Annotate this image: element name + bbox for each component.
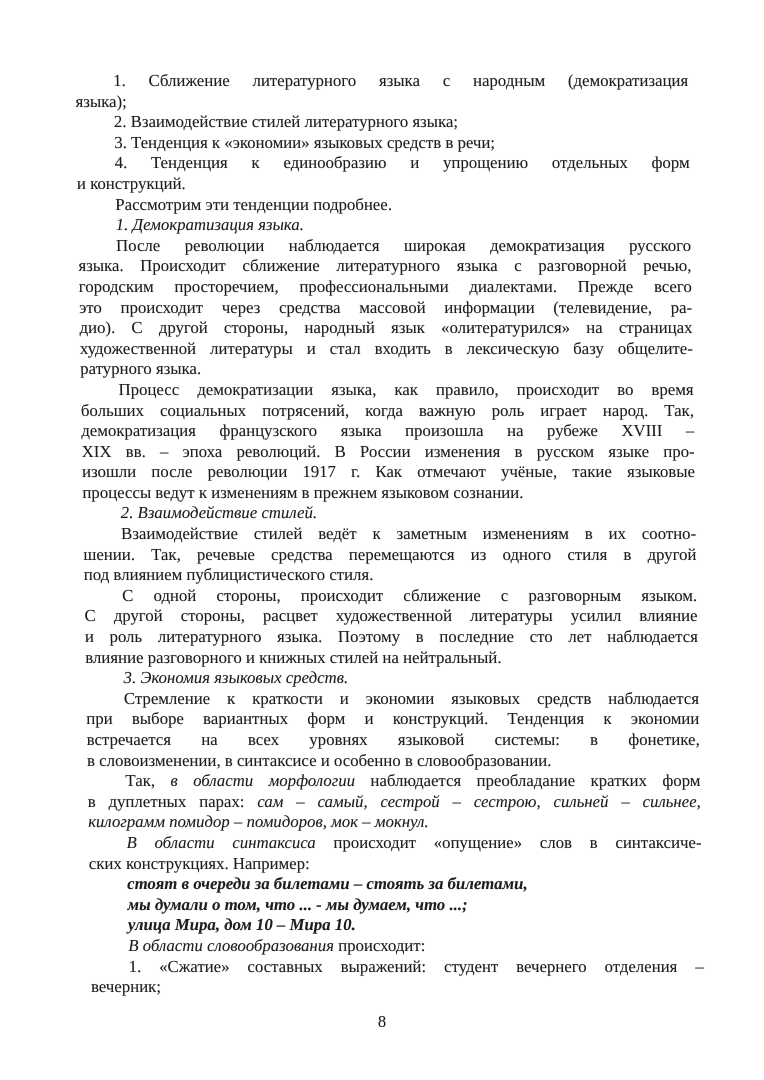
text-line	[82, 462, 695, 483]
text-run: 2. Взаимодействие стилей.	[120, 503, 318, 523]
text-line	[91, 977, 704, 998]
text-run: демократизация французского языка произошла на рубеже XVIII –	[81, 421, 695, 441]
text-run: художественной литературы и стал входить в лексическую базу общелите-	[79, 338, 694, 358]
text-line	[77, 195, 690, 216]
paragraph	[78, 215, 691, 236]
text-line	[78, 215, 691, 236]
text-run: Так,	[125, 771, 171, 791]
text-line	[89, 895, 702, 916]
text-line	[84, 606, 697, 627]
text-run: 1. Сближение литературного языка с народным (демократизация	[113, 71, 689, 90]
text-run: языка);	[75, 91, 127, 111]
text-run: происходит «опущение» слов в синтаксиче-	[315, 832, 702, 852]
paragraph	[90, 915, 703, 936]
text-run: при выборе вариантных форм и конструкций. Тенденция к экономии	[86, 709, 700, 729]
text-line	[81, 401, 694, 422]
text-line	[78, 256, 691, 277]
text-line	[81, 421, 694, 442]
paragraph	[90, 957, 704, 998]
text-run: После революции наблюдается широкая демократизация русского	[115, 235, 692, 255]
paragraph	[90, 936, 703, 957]
text-line	[80, 359, 693, 380]
text-line	[86, 709, 699, 730]
text-run: ратурного языка.	[80, 359, 202, 379]
text-run: в словоизменении, в синтаксисе и особенно в словообразовании.	[86, 750, 552, 770]
paragraph	[78, 236, 694, 380]
text-line	[90, 936, 703, 957]
text-line	[90, 957, 703, 978]
text-line	[85, 648, 698, 669]
text-line	[89, 874, 702, 895]
paragraph	[87, 771, 701, 833]
text-run: и конструкций.	[76, 173, 186, 193]
text-run: встречается на всех уровнях языковой системы: в фонетике,	[86, 730, 700, 749]
text-run: 1. Демократизация языка.	[115, 215, 305, 235]
text-run: В области синтаксиса	[126, 832, 316, 852]
text-run: это происходит через средства массовой информации (телевидение, ра-	[78, 297, 693, 317]
text-line	[84, 586, 697, 607]
text-run: 3. Тенденция к «экономии» языковых средств в речи;	[114, 132, 496, 152]
paragraph	[76, 133, 689, 154]
document-text-block	[75, 71, 704, 998]
text-run: городским просторечием, профессиональными диалектами. Прежде всего	[78, 276, 692, 296]
text-line	[79, 277, 692, 298]
paragraph	[83, 503, 696, 524]
text-run: изошли после революции 1917 г. Как отмечают учёные, такие языковые	[81, 462, 696, 482]
text-line	[79, 318, 692, 339]
text-run: в области морфологии	[170, 771, 356, 791]
text-run: XIX вв. – эпоха революций. В России изменения в русском языке про-	[81, 441, 695, 461]
text-run: наблюдается преобладание кратких форм	[354, 771, 701, 791]
text-line	[76, 153, 689, 174]
text-run: под влиянием публицистического стиля.	[83, 565, 374, 585]
text-run: происходит:	[333, 935, 426, 955]
paragraph	[88, 833, 702, 874]
text-line	[79, 298, 692, 319]
text-line	[80, 380, 693, 401]
text-line	[80, 339, 693, 360]
text-line	[86, 689, 699, 710]
text-line	[84, 565, 697, 586]
paragraph	[80, 380, 695, 504]
text-run: сам – самый, сестрой – сестрою, сильней – сильнее,	[257, 791, 701, 811]
text-run: Процесс демократизации языка, как правило, происходит во время	[118, 379, 694, 399]
text-line	[82, 483, 695, 504]
paragraph	[76, 153, 690, 194]
text-line	[87, 730, 700, 751]
paragraph	[89, 874, 702, 895]
paragraph	[89, 895, 702, 916]
text-line	[83, 545, 696, 566]
paragraph	[85, 668, 698, 689]
text-line	[85, 627, 698, 648]
paragraph	[86, 689, 700, 771]
text-run: и роль литературного языка. Поэтому в последние сто лет наблюдается	[84, 627, 699, 647]
text-run: С другой стороны, расцвет художественной литературы усилил влияние	[84, 606, 698, 626]
paragraph	[83, 524, 697, 586]
text-run: процессы ведут к изменениям в прежнем языковом сознании.	[82, 482, 524, 502]
text-line	[81, 442, 694, 463]
text-run: стоят в очереди за билетами – стоять за билетами,	[127, 874, 528, 894]
text-run: В области словообразования	[128, 935, 335, 955]
text-run: влияние разговорного и книжных стилей на нейтральный.	[85, 647, 502, 667]
paragraph	[77, 195, 690, 216]
text-run: Взаимодействие стилей ведёт к заметным изменениям в их соотно-	[120, 524, 697, 544]
text-run: 3. Экономия языковых средств.	[123, 668, 349, 688]
text-run: улица Мира, дом 10 – Мира 10.	[127, 915, 356, 935]
text-run: 2. Взаимодействие стилей литературного языка;	[113, 112, 459, 132]
text-line	[83, 503, 696, 524]
text-run: вечерник;	[90, 977, 162, 997]
text-run: ских конструкциях. Например:	[88, 853, 310, 873]
paragraph	[75, 71, 689, 112]
text-line	[75, 92, 688, 113]
text-line	[88, 812, 701, 833]
text-run: мы думали о том, что ... - мы думаем, что ...;	[127, 894, 468, 914]
text-run: языка. Происходит сближение литературного языка с разговорной речью,	[78, 256, 692, 276]
text-line	[76, 133, 689, 154]
text-line	[88, 792, 701, 813]
text-run: килограмм помидор – помидоров, мок – мокнул.	[87, 812, 429, 832]
page-number: 8	[377, 1012, 387, 1031]
text-run: дио). С другой стороны, народный язык «олитературился» на страницах	[79, 318, 693, 338]
text-line	[78, 236, 691, 257]
paragraph	[84, 586, 698, 668]
text-line	[90, 915, 703, 936]
text-run: шении. Так, речевые средства перемещаются из одного стиля в другой	[83, 544, 697, 564]
text-line	[87, 751, 700, 772]
text-run: Рассмотрим эти тенденции подробнее.	[115, 194, 393, 214]
text-line	[83, 524, 696, 545]
text-run: 4. Тенденция к единообразию и упрощению отдельных форм	[114, 153, 690, 173]
text-run: в дуплетных парах:	[87, 791, 258, 811]
paragraph	[76, 112, 689, 133]
text-line	[77, 174, 690, 195]
text-line	[88, 833, 701, 854]
text-line	[85, 668, 698, 689]
text-line	[87, 771, 700, 792]
text-line	[76, 112, 689, 133]
text-line	[89, 854, 702, 875]
text-run: С одной стороны, происходит сближение с разговорным языком.	[121, 585, 698, 605]
text-line	[75, 71, 688, 92]
text-run: 1. «Сжатие» составных выражений: студент вечернего отделения –	[128, 956, 704, 976]
text-run: больших социальных потрясений, когда важную роль играет народ. Так,	[80, 400, 695, 420]
text-run: Стремление к краткости и экономии языковых средств наблюдается	[123, 688, 700, 708]
